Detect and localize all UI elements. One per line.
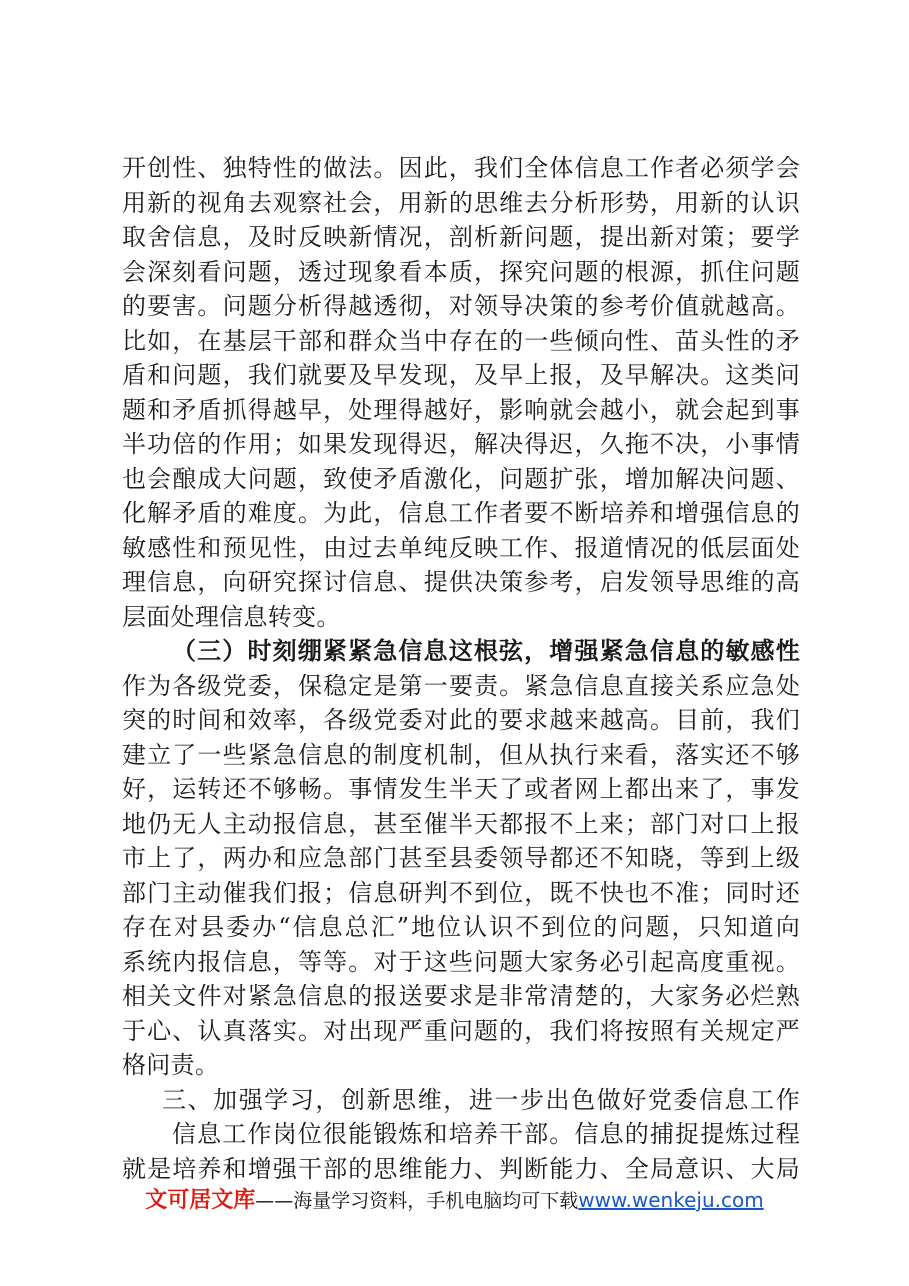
body-line: 化解矛盾的难度。为此，信息工作者要不断培养和增强信息的	[122, 499, 800, 527]
body-line: 开创性、独特性的做法。因此，我们全体信息工作者必须学会	[122, 154, 800, 182]
body-line: 比如，在基层干部和群众当中存在的一些倾向性、苗头性的矛	[122, 326, 800, 355]
chapter-heading: 三、加强学习，创新思维，进一步出色做好党委信息工作	[162, 1085, 800, 1114]
footer-brand: 文可居文库	[145, 1188, 256, 1213]
body-line: 理信息，向研究探讨信息、提供决策参考，启发领导思维的高	[122, 568, 800, 596]
body-line: 存在对县委办“信息总汇”地位认识不到位的问题，只知道向	[122, 913, 800, 941]
body-line: 相关文件对紧急信息的报送要求是非常清楚的，大家务必烂熟	[122, 982, 800, 1010]
body-line: 系统内报信息，等等。对于这些问题大家务必引起高度重视。	[122, 947, 800, 976]
body-line: 取舍信息，及时反映新情况，剖析新问题，提出新对策；要学	[122, 223, 800, 251]
body-line: 层面处理信息转变。	[122, 602, 341, 631]
body-line: 信息工作岗位很能锻炼和培养干部。信息的捕捉提炼过程	[172, 1120, 800, 1148]
body-line: 用新的视角去观察社会，用新的思维去分析形势，用新的认识	[122, 188, 800, 217]
body-line: 半功倍的作用；如果发现得迟，解决得迟，久拖不决，小事情	[122, 430, 800, 458]
body-line: 建立了一些紧急信息的制度机制，但从执行来看，落实还不够	[122, 740, 800, 769]
body-line: 盾和问题，我们就要及早发现，及早上报，及早解决。这类问	[122, 361, 800, 389]
body-line: 会深刻看问题，透过现象看本质，探究问题的根源，抓住问题	[122, 257, 800, 286]
document-body	[122, 151, 800, 1186]
body-line: 市上了，两办和应急部门甚至县委领导都还不知晓，等到上级	[122, 844, 800, 872]
body-line: 敏感性和预见性，由过去单纯反映工作、报道情况的低层面处	[122, 533, 800, 562]
footer-tagline: ——海量学习资料，手机电脑均可下载	[255, 1190, 579, 1212]
body-line: 题和矛盾抓得越早，处理得越好，影响就会越小，就会起到事	[122, 395, 800, 424]
body-line: 部门主动催我们报；信息研判不到位，既不快也不准；同时还	[122, 878, 800, 907]
body-line: 就是培养和增强干部的思维能力、判断能力、全局意识、大局	[122, 1154, 800, 1183]
body-line: 也会酿成大问题，致使矛盾激化，问题扩张，增加解决问题、	[122, 464, 800, 493]
footer-banner	[0, 1183, 909, 1214]
section-heading: （三）时刻绷紧紧急信息这根弦，增强紧急信息的敏感性	[172, 637, 800, 665]
body-line: 突的时间和效率，各级党委对此的要求越来越高。目前，我们	[122, 706, 800, 734]
body-line: 好，运转还不够畅。事情发生半天了或者网上都出来了，事发	[122, 775, 800, 803]
body-line: 的要害。问题分析得越透彻，对领导决策的参考价值就越高。	[122, 292, 800, 320]
body-line: 地仍无人主动报信息，甚至催半天都报不上来；部门对口上报	[122, 809, 800, 838]
body-line: 格问责。	[122, 1051, 220, 1079]
body-line: 于心、认真落实。对出现严重问题的，我们将按照有关规定严	[122, 1016, 800, 1045]
body-line: 作为各级党委，保稳定是第一要责。紧急信息直接关系应急处	[122, 671, 800, 700]
footer-site-link[interactable]: www.wenkeju.com	[578, 1188, 764, 1212]
